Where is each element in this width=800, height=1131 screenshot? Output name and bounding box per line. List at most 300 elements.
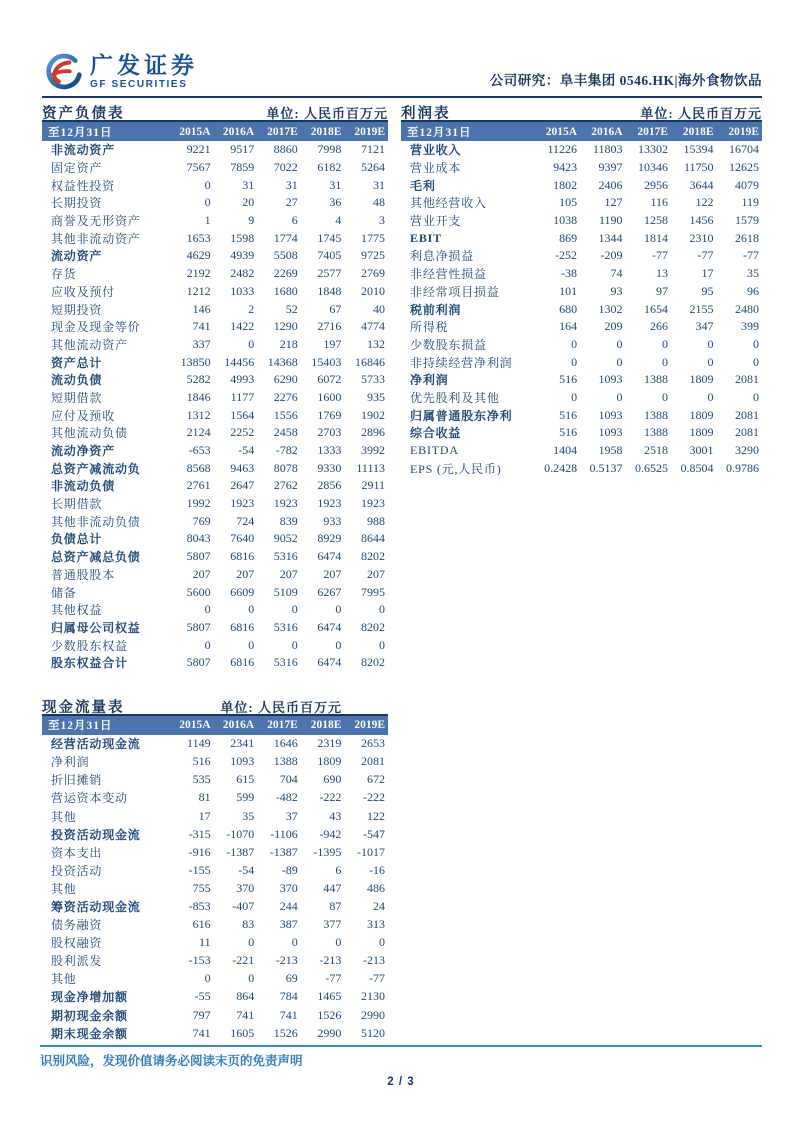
row-label: 其他非流动资产	[51, 231, 141, 246]
table-row	[42, 619, 388, 637]
cell-value: 516	[559, 407, 578, 422]
cell-value: 0	[707, 336, 714, 351]
cell-value: 1038	[553, 213, 578, 228]
table-row	[42, 861, 388, 879]
cell-value: 615	[236, 772, 255, 787]
year-column-header: 2017E	[257, 122, 301, 141]
cell-value: 119	[741, 195, 759, 210]
cell-value: -782	[275, 443, 298, 458]
cell-value: 69	[285, 971, 298, 986]
cell-value: 2458	[273, 425, 298, 440]
row-label: 少数股东权益	[51, 638, 128, 653]
cell-value: 0	[335, 602, 342, 617]
logo-text	[90, 54, 198, 89]
table-row	[42, 879, 388, 897]
cell-value: 31	[285, 177, 298, 192]
cell-value: 8078	[273, 460, 298, 475]
cell-value: 672	[367, 772, 386, 787]
cell-value: -222	[363, 790, 386, 805]
cell-value: 5109	[273, 584, 298, 599]
cell-value: 0	[204, 177, 211, 192]
cell-value: 0	[379, 935, 386, 950]
cell-value: 2081	[735, 407, 759, 422]
row-label: 其他经营收入	[410, 196, 487, 211]
cell-value: 0	[248, 602, 255, 617]
cell-value: 1923	[361, 496, 386, 511]
date-column-header: 至12月31日	[42, 122, 170, 141]
cell-value: 535	[192, 772, 211, 787]
cell-value: 6474	[317, 655, 342, 670]
table-row	[42, 566, 388, 584]
gf-logo-icon	[42, 51, 82, 93]
cell-value: -16	[369, 862, 386, 877]
cell-value: 2480	[735, 301, 759, 316]
cell-value: 12625	[729, 160, 759, 175]
table-row	[42, 970, 388, 988]
cell-value: 516	[559, 425, 578, 440]
cell-value: 67	[329, 301, 342, 316]
cell-value: 207	[323, 566, 342, 581]
row-label: 股东权益合计	[51, 656, 128, 671]
cell-value: 3290	[735, 443, 759, 458]
cell-value: 0.2428	[544, 460, 578, 475]
cell-value: 2911	[361, 478, 386, 493]
cell-value: 0	[248, 637, 255, 652]
row-label: 非持续经营净利润	[410, 355, 513, 370]
cell-value: 616	[192, 917, 211, 932]
cell-value: 4993	[230, 372, 255, 387]
table-row	[42, 477, 388, 495]
cell-value: 0.8504	[680, 460, 714, 475]
left-column	[42, 98, 388, 1042]
row-label: 归属普通股东净利	[410, 408, 513, 423]
cell-value: 1344	[598, 230, 623, 245]
table-row	[42, 442, 388, 460]
cell-value: 2124	[186, 425, 211, 440]
cell-value: 2990	[361, 1007, 386, 1022]
year-column-header: 2016A	[214, 122, 258, 141]
cell-value: 599	[236, 790, 255, 805]
cell-value: 0	[291, 935, 298, 950]
cell-value: 1404	[553, 443, 578, 458]
cell-value: 8860	[273, 142, 298, 157]
cell-value: 5600	[186, 584, 211, 599]
row-label: 投资活动	[51, 863, 103, 878]
cell-value: 2990	[317, 1025, 342, 1040]
table-row	[42, 424, 388, 442]
cash-flow-section	[42, 692, 388, 1043]
cell-value: 27	[285, 195, 298, 210]
cell-value: 5264	[361, 160, 386, 175]
table-row	[42, 194, 388, 212]
cell-value: 5733	[361, 372, 386, 387]
balance-sheet-title-row	[42, 98, 388, 122]
cell-value: 7640	[230, 531, 255, 546]
row-label: 综合收益	[410, 426, 462, 441]
table-row	[401, 229, 762, 247]
cell-value: 6816	[230, 549, 255, 564]
cell-value: 13302	[638, 142, 669, 157]
cell-value: 1923	[317, 496, 342, 511]
table-row	[42, 406, 388, 424]
row-label: 非流动资产	[51, 143, 116, 158]
cell-value: 0	[248, 935, 255, 950]
cell-value: 207	[279, 566, 298, 581]
table-row	[401, 353, 762, 371]
balance-sheet-table	[42, 122, 388, 672]
row-label: 总资产减流动负	[51, 461, 141, 476]
cell-value: -38	[561, 266, 578, 281]
cell-value: -55	[194, 989, 211, 1004]
row-label: 应付及预收	[51, 408, 116, 423]
cell-value: 93	[610, 283, 623, 298]
cell-value: 1333	[317, 443, 342, 458]
page-header	[42, 48, 762, 93]
row-label: 毛利	[410, 178, 436, 193]
cell-value: 8043	[186, 531, 211, 546]
cell-value: 9	[248, 213, 255, 228]
table-row	[401, 247, 762, 265]
cell-value: 864	[236, 989, 255, 1004]
cell-value: 127	[604, 195, 623, 210]
year-column-header: 2017E	[626, 122, 671, 141]
cell-value: 797	[192, 1007, 211, 1022]
cell-value: 2647	[230, 478, 255, 493]
table-row	[401, 159, 762, 177]
cell-value: 197	[323, 336, 342, 351]
row-label: EPS (元,人民币)	[410, 461, 502, 476]
cell-value: 2406	[598, 177, 623, 192]
cell-value: 0	[753, 336, 759, 351]
row-label: 资本支出	[51, 845, 103, 860]
cell-value: 17	[198, 808, 211, 823]
cell-value: 35	[747, 266, 759, 281]
cell-value: 0	[707, 354, 714, 369]
table-row	[401, 176, 762, 194]
table-row	[42, 735, 388, 753]
cell-value: 839	[279, 513, 298, 528]
row-label: 流动资产	[51, 249, 103, 264]
table-title: 现金流量表	[42, 699, 125, 716]
table-row	[42, 601, 388, 619]
cell-value: 1654	[644, 301, 669, 316]
cell-value: 1465	[317, 989, 342, 1004]
table-unit: 单位: 人民币百万元	[266, 106, 389, 121]
cell-value: 1564	[230, 407, 255, 422]
cell-value: 9423	[553, 160, 578, 175]
year-column-header: 2019E	[717, 122, 762, 141]
cell-value: 6609	[230, 584, 255, 599]
cell-value: 1646	[273, 736, 298, 751]
cell-value: 2130	[361, 989, 386, 1004]
cell-value: 1992	[186, 496, 211, 511]
table-row	[401, 336, 762, 354]
table-row	[42, 530, 388, 548]
table-row	[42, 159, 388, 177]
table-unit: 单位: 人民币百万元	[220, 699, 343, 715]
cell-value: 24	[373, 899, 386, 914]
table-row	[42, 495, 388, 513]
table-row	[42, 583, 388, 601]
cell-value: 0	[616, 389, 623, 404]
cell-value: 40	[373, 301, 386, 316]
cell-value: 2482	[230, 266, 255, 281]
cell-value: 0	[291, 637, 298, 652]
cell-value: 31	[242, 177, 255, 192]
cell-value: 1605	[230, 1025, 255, 1040]
cell-value: 1388	[644, 372, 669, 387]
row-label: 负债总计	[51, 532, 103, 547]
cell-value: 14368	[267, 354, 298, 369]
cell-value: 1745	[317, 230, 342, 245]
cell-value: 13850	[180, 354, 211, 369]
cell-value: 9397	[598, 160, 623, 175]
table-row	[42, 988, 388, 1006]
cell-value: 11113	[356, 460, 386, 475]
cell-value: 87	[329, 899, 342, 914]
cell-value: 1809	[317, 754, 342, 769]
cell-value: 52	[285, 301, 298, 316]
cell-value: 17	[701, 266, 714, 281]
cell-value: 741	[279, 1007, 298, 1022]
cell-value: 13	[656, 266, 669, 281]
row-label: 其他	[51, 881, 77, 896]
table-row	[42, 265, 388, 283]
cell-value: 7567	[186, 160, 211, 175]
cell-value: 6474	[317, 549, 342, 564]
cell-value: 244	[279, 899, 298, 914]
cell-value: 9517	[230, 142, 255, 157]
cell-value: -547	[363, 826, 386, 841]
cell-value: -222	[319, 790, 342, 805]
cell-value: 1598	[230, 230, 255, 245]
cell-value: 95	[701, 283, 714, 298]
cell-value: 3992	[361, 443, 386, 458]
cell-value: -77	[652, 248, 669, 263]
table-row	[42, 283, 388, 301]
cell-value: -942	[319, 826, 342, 841]
cell-value: 0	[204, 195, 211, 210]
cell-value: 8568	[186, 460, 211, 475]
row-label: 非流动负债	[51, 479, 116, 494]
cell-value: 164	[559, 319, 578, 334]
row-label: 营运资本变动	[51, 791, 128, 806]
table-row	[42, 654, 388, 672]
table-row	[42, 512, 388, 530]
table-row	[42, 1006, 388, 1024]
cell-value: 3	[379, 213, 386, 228]
cell-value: 0	[248, 336, 255, 351]
cell-value: 2155	[689, 301, 714, 316]
table-row	[401, 318, 762, 336]
cell-value: 2762	[273, 478, 298, 493]
row-label: 现金及现金等价	[51, 320, 141, 335]
cell-value: 1775	[361, 230, 386, 245]
cell-value: 5120	[361, 1025, 386, 1040]
cell-value: 370	[279, 880, 298, 895]
research-header: 公司研究：阜丰集团 0546.HK|海外食物饮品	[489, 73, 762, 88]
cell-value: 0	[204, 602, 211, 617]
logo-text-cn: 广发证券	[90, 53, 198, 79]
row-label: 权益性投资	[51, 178, 116, 193]
cell-value: 1212	[186, 283, 211, 298]
cell-value: 5508	[273, 248, 298, 263]
cell-value: 486	[367, 880, 386, 895]
cell-value: 16704	[729, 142, 759, 157]
table-row	[401, 442, 762, 460]
cell-value: 516	[192, 754, 211, 769]
cell-value: 755	[192, 880, 211, 895]
cash-flow-title-row	[42, 692, 388, 716]
cell-value: 1093	[598, 425, 623, 440]
right-column	[401, 98, 762, 1042]
cell-value: -77	[325, 971, 342, 986]
cell-value: 4774	[361, 319, 386, 334]
cell-value: 2192	[186, 266, 211, 281]
year-column-header: 2015A	[535, 122, 580, 141]
cell-value: -54	[238, 862, 255, 877]
cell-value: 2577	[317, 266, 342, 281]
cell-value: 3001	[689, 443, 714, 458]
cell-value: 31	[329, 177, 342, 192]
cell-value: 2896	[361, 425, 386, 440]
table-row	[42, 843, 388, 861]
row-label: 营业成本	[410, 161, 462, 176]
row-label: 非经营性损益	[410, 267, 487, 282]
cell-value: 0	[616, 336, 623, 351]
cell-value: 0.6525	[635, 460, 669, 475]
table-row	[401, 371, 762, 389]
cell-value: 935	[367, 389, 386, 404]
table-row	[401, 265, 762, 283]
cell-value: 209	[604, 319, 623, 334]
row-label: EBITDA	[410, 443, 459, 458]
cell-value: 2252	[230, 425, 255, 440]
cell-value: 83	[242, 917, 255, 932]
cell-value: 9463	[230, 460, 255, 475]
table-row	[401, 194, 762, 212]
cell-value: 6816	[230, 655, 255, 670]
table-row	[401, 212, 762, 230]
cell-value: 2081	[735, 372, 759, 387]
cell-value: 741	[192, 319, 211, 334]
table-row	[42, 300, 388, 318]
cell-value: 6816	[230, 619, 255, 634]
row-label: 税前利润	[410, 302, 462, 317]
row-label: 其他	[51, 972, 77, 987]
cell-value: 1422	[230, 319, 255, 334]
table-row	[42, 548, 388, 566]
cell-value: 15403	[311, 354, 342, 369]
cell-value: 4	[335, 213, 342, 228]
row-label: 营业开支	[410, 214, 462, 229]
table-row	[401, 406, 762, 424]
cell-value: 1769	[317, 407, 342, 422]
row-label: 非经常项目损益	[410, 284, 500, 299]
row-label: 债务融资	[51, 918, 103, 933]
cell-value: 690	[323, 772, 342, 787]
cell-value: -89	[281, 862, 298, 877]
cell-value: -221	[232, 953, 255, 968]
table-row	[401, 459, 762, 477]
cell-value: -77	[369, 971, 386, 986]
cell-value: 8202	[361, 655, 386, 670]
cell-value: 6267	[317, 584, 342, 599]
cell-value: 5316	[273, 619, 298, 634]
cell-value: 81	[198, 790, 211, 805]
row-label: 优先股利及其他	[410, 390, 500, 405]
table-row	[42, 459, 388, 477]
cell-value: -407	[232, 899, 255, 914]
cell-value: 387	[279, 917, 298, 932]
cell-value: 6290	[273, 372, 298, 387]
cell-value: 784	[279, 989, 298, 1004]
cell-value: 399	[741, 319, 759, 334]
cell-value: -1017	[357, 844, 386, 859]
cell-value: 1809	[689, 425, 714, 440]
table-row	[42, 371, 388, 389]
cell-value: 6	[335, 862, 342, 877]
cell-value: 447	[323, 880, 342, 895]
table-row	[42, 934, 388, 952]
year-column-header: 2015A	[170, 122, 214, 141]
gf-securities-logo	[42, 51, 198, 93]
risk-disclaimer: 识别风险，发现价值请务必阅读末页的免责声明	[40, 1054, 303, 1068]
cell-value: 0.9786	[726, 460, 759, 475]
table-row	[42, 141, 388, 159]
page-footer	[40, 1045, 762, 1088]
cell-value: 1093	[230, 754, 255, 769]
year-column-header: 2019E	[344, 122, 388, 141]
cell-value: 1302	[598, 301, 623, 316]
cell-value: 0	[204, 971, 211, 986]
cell-value: 1093	[598, 407, 623, 422]
cell-value: 1177	[230, 389, 255, 404]
row-label: 流动负债	[51, 373, 103, 388]
row-label: 总资产减总负债	[51, 550, 141, 565]
cell-value: 337	[192, 336, 211, 351]
cell-value: 8202	[361, 619, 386, 634]
cell-value: 1600	[317, 389, 342, 404]
cell-value: 122	[695, 195, 714, 210]
table-row	[42, 636, 388, 654]
cell-value: 2761	[186, 478, 211, 493]
cell-value: 1290	[273, 319, 298, 334]
year-column-header: 2017E	[257, 716, 301, 735]
cell-value: 43	[329, 808, 342, 823]
year-column-header: 2016A	[580, 122, 625, 141]
cell-value: -252	[555, 248, 578, 263]
cell-value: 8202	[361, 549, 386, 564]
cell-value: 2703	[317, 425, 342, 440]
cell-value: 15394	[683, 142, 714, 157]
row-label: 资产总计	[51, 355, 103, 370]
row-label: 归属母公司权益	[51, 620, 141, 635]
cell-value: 2010	[361, 283, 386, 298]
cell-value: 680	[559, 301, 578, 316]
cell-value: 1149	[187, 736, 211, 751]
cell-value: 1680	[273, 283, 298, 298]
table-title: 利润表	[401, 106, 451, 122]
cell-value: 20	[242, 195, 255, 210]
row-label: 储备	[51, 585, 77, 600]
row-label: 短期借款	[51, 390, 103, 405]
cell-value: 0	[662, 354, 669, 369]
cell-value: 9330	[317, 460, 342, 475]
cell-value: 7121	[361, 142, 386, 157]
table-row	[42, 807, 388, 825]
cell-value: 1526	[317, 1007, 342, 1022]
